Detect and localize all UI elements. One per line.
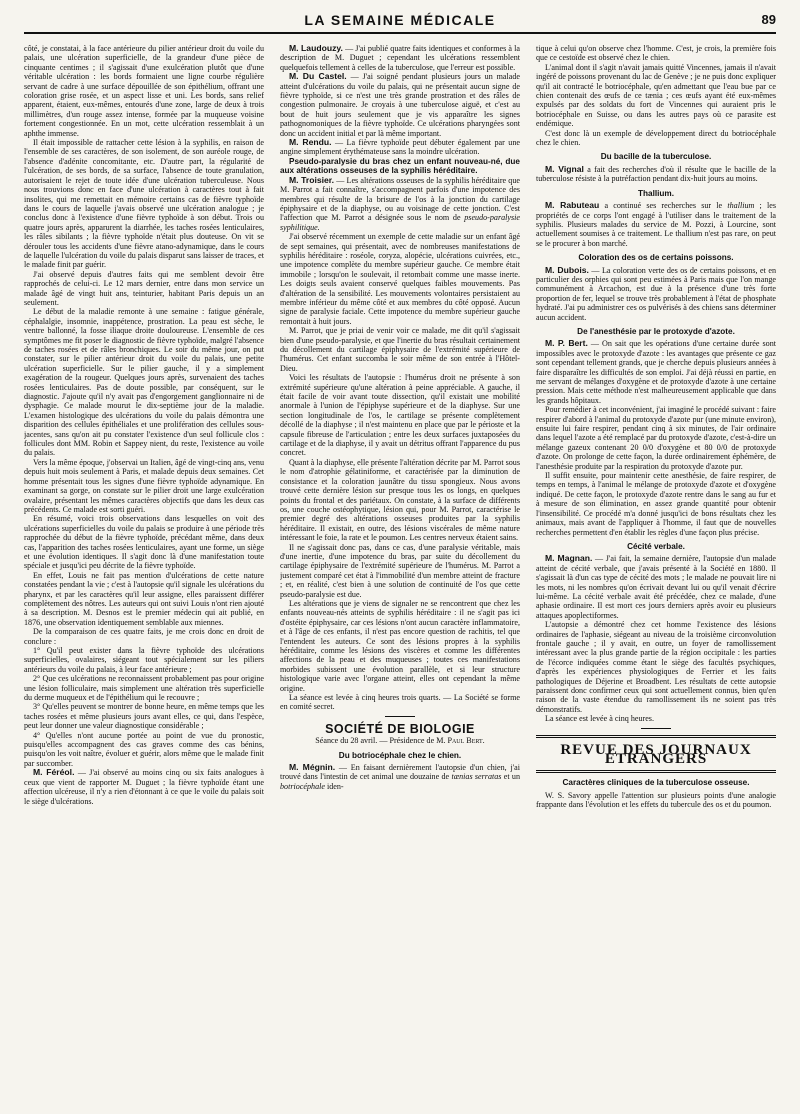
- paragraph: C'est donc là un exemple de développement direct du botriocéphale chez le chien.: [536, 128, 776, 148]
- speaker-paragraph: [280, 72, 520, 138]
- conclusion-item: 3° Qu'elles peuvent se montrer de bonne heure, en même temps que les taches rosées et même plusieurs jours avant elles, ce qui, dans l'espèce, peut leur donner une valeur diagnostique considérable ;: [24, 702, 264, 731]
- article-heading: Cécité verbale.: [627, 541, 685, 551]
- paragraph: L'animal dont il s'agit n'avait jamais quitté Vincennes, jamais il n'avait ingéré de poissons provenant du lac de Genève ; je ne puis donc expliquer qu'il ait contracté le botriocéphale, qu'en admettant que l'eau bue par ce chien contenait des œufs de ce tænia ; ces œufs ayant été eux-mêmes expulsés par des soldats du fort de Vincennes qui auraient pris le botriocéphale en Suisse, ou dans les autres pays où ce parasite est endémique.: [536, 62, 776, 129]
- paragraph: Il suffit ensuite, pour maintenir cette anesthésie, de faire respirer, de temps en temps, à l'animal le mélange de protoxyde d'azote et d'oxygène indiqué. De cette façon, le protoxyde d'azote rentre dans le sang au fur et à mesure de son élimination, en assez grande quantité pour obtenir l'insensibilité. Ce procédé m'a donné jusqu'ici de bons résultats chez les animaux, mais avant de l'appliquer à l'homme, il faut que de nouvelles recherches permettent d'en établir les règles d'une façon plus précise.: [536, 471, 776, 537]
- conclusion-item: 4° Qu'elles n'ont aucune portée au point de vue du pronostic, puisqu'elles accompagnent des cas graves comme des cas bénins, puisqu'on les voit naître, évoluer et guérir, alors même que le malade finit par succomber.: [24, 730, 264, 768]
- closing-line: La séance est levée à cinq heures trois quarts. — La Société se forme en comité secret.: [280, 693, 520, 712]
- paragraph: Pour remédier à cet inconvénient, j'ai imaginé le procédé suivant : faire respirer d'abord à l'animal du protoxyde d'azote pur (une minute environ), ensuite lui faire respirer, pendant cinq à six minutes, de l'air ordinaire dans lequel l'azote a été remplacé par du protoxyde d'azote, c'est-à-dire un mélange gazeux contenant 20 0/0 d'oxygène et 80 0/0 de protoxyde d'azote. On prolonge de cette façon, la durée ordinairement éphémère, de l'anesthésie produite par la respiration du protoxyde d'azote pur.: [536, 405, 776, 471]
- president-name: Paul Bert.: [447, 736, 485, 746]
- paragraph: Vers la même époque, j'observai un Italien, âgé de vingt-cinq ans, venu depuis huit mois seulement à Paris, et malade depuis deux semaines. Cet homme présentait tous les signes d'une fièvre typhoïde adynamique. En examinant sa gorge, on constate sur le pilier droit une large exulcération ovalaire, présentant les mêmes caractères objectifs que dans les deux cas précédents. Ce malade est sorti guéri.: [24, 457, 264, 514]
- speaker-text: a continué ses recherches sur le: [599, 201, 728, 211]
- section-rule: [536, 735, 776, 738]
- speaker-paragraph: [536, 266, 776, 322]
- running-header: [24, 10, 776, 36]
- speaker-name: M. Dubois.: [545, 264, 589, 275]
- paragraph: M. Parrot, que je priai de venir voir ce malade, me dit qu'il s'agissait bien d'une pseudo-paralysie, et que l'inertie du bras résultait certainement du décollement du cartilage épiphysaire de l'extrémité supérieure de l'humérus. Cet enfant succomba le soir même de son entrée à l'Hôtel-Dieu.: [280, 326, 520, 373]
- emphasis: tænias serratas: [451, 772, 502, 782]
- speaker-text: ; les propriétés de ce corps l'ont engagé à l'utiliser dans le traitement de la syphilis. Plusieurs malades du service de M. Pozzi, à Lourcine, sont actuellement soumises à ce traitement. Le thallium n'est pas rare, on peut se le procurer à bon marché.: [536, 201, 776, 248]
- page-number: 89: [761, 12, 776, 27]
- speaker-paragraph: [536, 165, 776, 184]
- article-heading: Du botriocéphale chez le chien.: [338, 750, 462, 760]
- speaker-paragraph: [280, 138, 520, 157]
- paragraph: Il était impossible de rattacher cette lésion à la syphilis, en raison de l'ensemble de ses caractères, de son isolement, de son auréole rouge, de l'absence d'adénite concomitante, etc. D'autre part, la régularité de l'ulcération, de ses bords, de sa surface, l'absence de toute granulation, autorisaient le rejet de toute idée d'une ulcération tuberculeuse. Nous nous trouvions donc en face d'une ulcération à caractères tout à fait insolites, qui me remettait en mémoire certains cas de fièvre typhoïde dans le cours de laquelle j'avais observé une ulcération analogue ; je conclus donc à l'existence d'une fièvre typhoïde à son début. Trois ou quatre jours après, apparurent la diarrhée, les taches rosées lenticulaires, les râles sibilants ; la fièvre typhoïde n'était plus douteuse. On vit se dérouler tous les accidents d'une fièvre atano-adynamique, dans le cours de laquelle l'ulcération du voile du palais disparut sans laisser de traces, et le malade finit par guérir.: [24, 138, 264, 270]
- speaker-text: a fait des recherches d'où il résulte que le bacille de la tuberculose résiste à la putréfaction pendant dix-huit jours au moins.: [536, 164, 776, 184]
- speaker-name: M. Féréol.: [33, 767, 75, 778]
- speaker-text: — J'ai observé au moins cinq ou six faits analogues à ceux que vient de rapporter M. Duguet ; la fièvre typhoïde étant une affection ulcéreuse, il n'y a rien d'étonnant à ce que le voile du palais soit le siège d'ulcérations.: [24, 768, 264, 806]
- header-rule: [24, 32, 776, 34]
- speaker-name: M. Magnan.: [545, 553, 593, 564]
- paragraph: Le début de la maladie remonte à une semaine : fatigue générale, céphalalgie, insomnie, inappétence, prostration. La peau est sèche, le ventre ballonné, la fosse iliaque droite douloureuse. L'ensemble de ces symptômes me fit poser le diagnostic de fièvre typhoïde, malgré l'absence de taches rosées et de râles bronchiques. Le soir du même jour, on put constater, sur le pilier antérieur droit du voile du palais, une petite ulcération superficielle. Sur le pilier gauche, il y a simplement exagération de la rougeur. Quelques jours après, survenaient des taches rosées lenticulaires. Pas de doute possible, par conséquent, sur le diagnostic. J'ajoute qu'il n'y avait pas d'engorgement ganglionnaire ni de dysphagie. Ce malade mourut le dix-septième jour de la maladie. L'examen histologique des ulcérations du voile du palais démontra une disparition des cellules épithéliales et une prolifération des cellules sous-jacentes, sans qu'on ait pu constater l'existence d'un seul follicule clos : follicules dont MM. Robin et Sappey nient, du reste, l'existence au voile du palais.: [24, 307, 264, 458]
- journal-title: LA SEMAINE MÉDICALE: [304, 12, 496, 28]
- article-heading: De l'anesthésie par le protoxyde d'azote.: [577, 326, 735, 336]
- section-rule: [536, 770, 776, 773]
- paragraph: En effet, Louis ne fait pas mention d'ulcérations de cette nature constatées pendant la vie ; c'est à l'autopsie qu'il signale les ulcérations du pharynx, et par les caractères qu'il leur assigne, elles paraissent différer complètement des nôtres. Les auteurs qui ont suivi Louis n'ont rien ajouté à sa description. M. Desnos est le premier médecin qui ait publié, en 1876, une observation identiquement semblable aux miennes.: [24, 570, 264, 627]
- column-2: [280, 44, 520, 1106]
- speaker-name: M. Laudouzy.: [289, 44, 343, 53]
- speaker-name: M. Mégnin.: [289, 762, 336, 773]
- speaker-text: — J'ai publié quatre faits identiques et conformes à la description de M. Duguet ; cependant les ulcérations ressemblent quelquefois tellement à celles de la tuberculose, que l'erreur est possible.: [280, 44, 520, 72]
- emphasis: thallium: [727, 201, 755, 211]
- speaker-text: — En faisant dernièrement l'autopsie d'un chien, j'ai trouvé dans l'intestin de cet animal une douzaine de: [280, 763, 520, 782]
- paragraph: J'ai observé récemment un exemple de cette maladie sur un enfant âgé de sept semaines, qui présentait, avec de nombreuses manifestations de syphilis héréditaire : roséole, coryza, alopécie, ulcérations cuivrées, etc., une impotence complète du membre supérieur gauche. Ce membre était immobile ; lorsqu'on le soulevait, il retombait comme une masse inerte. Les doigts seuls avaient conservé quelques faibles mouvements. Pas d'altération de la sensibilité. Les mouvements volontaires persistaient au membre inférieur du même côté et aux membres du côté opposé. Aucun signe de paralysie faciale. Cette impotence du membre supérieur gauche remontait à huit jours.: [280, 232, 520, 326]
- emphasis: botriocéphale: [280, 781, 325, 791]
- speaker-paragraph: [536, 554, 776, 620]
- section-title: REVUE DES JOURNAUX ÉTRANGERS: [560, 741, 752, 768]
- article-heading: Thallium.: [638, 188, 674, 198]
- paragraph: côté, je constatai, à la face antérieure du pilier antérieur droit du voile du palais, une ulcération superficielle, de la grandeur d'une pièce de cinquante centimes ; il s'agissait d'une exulcération plutôt que d'une véritable ulcération : les bords formaient une ligne courbe régulière servant de cadre à une surface dépouillée de son épithélium, offrant une coloration grise rosée, et un aspect lisse et uni. Les bords, sans relief apparent, étaient, eux-mêmes, entourés d'une zone, large de deux à trois millimètres, d'un rouge assez intense, formée par la muqueuse voisine fortement congestionnée. En un mot, cette ulcération ressemblait à un aphthe immense.: [24, 44, 264, 138]
- speaker-paragraph: [536, 339, 776, 405]
- paragraph: Il ne s'agissait donc pas, dans ce cas, d'une paralysie véritable, mais d'une inertie, d'une impotence du bras, par suite du décollement du cartilage épiphysaire de l'extrémité supérieure de l'humérus. M. Parrot a justement comparé cet état à l'immobilité d'un membre atteint de fracture ; et, en réalité, c'est bien à une solution de continuité de l'os que cette pseudo-paralysie est due.: [280, 542, 520, 599]
- divider: [641, 728, 671, 729]
- paragraph: Voici les résultats de l'autopsie : l'humérus droit ne présente à son extrémité supérieure qu'une altération à peine appréciable. A gauche, il était facile de voir avant toute dissection, qu'il existait une mobilité anormale à l'union de l'épiphyse supérieure et de la diaphyse. Sur une section longitudinale de l'os, le cartilage se présente complètement décollé de la diaphyse ; il n'est maintenu en place que par le périoste et la capsule fibreuse de l'articulation ; entre les deux surfaces juxtaposées du cartilage et de la diaphyse, il y avait un détritus offrant l'apparence du pus concret.: [280, 373, 520, 458]
- speaker-name: M. Troisier.: [289, 174, 335, 185]
- paragraph: Les altérations que je viens de signaler ne se rencontrent que chez les enfants nouveau-nés atteints de syphilis héréditaire : il ne s'agit pas ici d'ostéite épiphysaire, car ces lésions n'ont aucun caractère inflammatoire, et à l'âge de ces enfants, il n'est pas encore question de rachitis, tel que l'entendent les auteurs. Ce sont des lésions propres à la syphilis héréditaire, comme les lésions des viscères et comme les différentes affections de la peau et des muqueuses ; toutes ces manifestations morbides subissent une évolution parallèle, et si leur structure histologique varie avec l'organe atteint, elles ont cependant la même origine.: [280, 598, 520, 693]
- paragraph: De la comparaison de ces quatre faits, je me crois donc en droit de conclure :: [24, 627, 264, 646]
- paragraph: En résumé, voici trois observations dans lesquelles on voit des ulcérations superficielles du voile du palais se produire à une période très rapprochée du début de la fièvre typhoïde, précédant même, dans deux cas, l'apparition des taches rosées lenticulaires, ayant une forme, un siège et une évolution identiques. Il s'agit donc là d'une manifestation toute spéciale et jusqu'ici peu décrite de la fièvre typhoïde.: [24, 514, 264, 571]
- speaker-name: M. Rabuteau: [545, 200, 600, 211]
- paragraph: L'autopsie a démontré chez cet homme l'existence des lésions ordinaires de l'aphasie, siégeant au niveau de la troisième circonvolution frontale gauche ; il y avait, en outre, un foyer de ramollissement intéressant avec la plus grande partie de la région occipitale : les parties de l'écorce indiquées comme étant le siège des facultés psychiques, d'après les expériences physiologiques de Ferrier et les faits pathologiques de Déjerine et Broadbent. Les résultats de cette autopsie paraissent donc confirmer ceux qui sont actuellement connus, bien qu'en raison de la vaste étendue du ramollissement ils ne soient pas très démonstratifs.: [536, 620, 776, 714]
- speaker-paragraph: [24, 768, 264, 806]
- speaker-name: M. Vignal: [545, 163, 584, 174]
- article-heading: Pseudo-paralysie du bras chez un enfant nouveau-né, due aux altérations osseuses de la syphilis héréditaire.: [280, 156, 520, 176]
- speaker-text: et un: [501, 772, 520, 782]
- article-heading: Coloration des os de certains poissons.: [578, 253, 734, 263]
- speaker-text: — On sait que les opérations d'une certaine durée sont impossibles avec le protoxyde d'azote : les avantages que présente ce gaz sont cependant tellement grands, que je cherche depuis plusieurs années à faire disparaître les difficultés de son emploi. J'ai déjà réussi en partie, en me servant de mélanges d'oxygène et de protoxyde d'azote à une certaine pression. Mais cette méthode n'est malheureusement applicable que dans les grands hôpitaux.: [536, 339, 776, 405]
- column-3: [536, 44, 776, 1106]
- speaker-paragraph: [536, 201, 776, 248]
- section-title: SOCIÉTÉ DE BIOLOGIE: [325, 721, 475, 736]
- paragraph: W. S. Savory appelle l'attention sur plusieurs points d'une analogie frappante dans l'évolution et les effets du tubercule des os et du poumon.: [536, 790, 776, 810]
- divider: [385, 716, 415, 717]
- speaker-name: M. Rendu.: [289, 137, 332, 148]
- conclusion-item: 1° Qu'il peut exister dans la fièvre typhoïde des ulcérations superficielles, ovalaires, siégeant tout spécialement sur les piliers antérieurs du voile du palais, à leur face antérieure ;: [24, 646, 264, 674]
- paragraph: tique à celui qu'on observe chez l'homme. C'est, je crois, la première fois que ce cestoïde est observé chez le chien.: [536, 44, 776, 63]
- paragraph: J'ai observé depuis d'autres faits qui me semblent devoir être rapprochés de celui-ci. Le 12 mars dernier, entre dans mon service un malade âgé de vingt huit ans, teinturier, habitant Paris depuis un an seulement.: [24, 269, 264, 307]
- speaker-text: — J'ai soigné pendant plusieurs jours un malade atteint d'ulcérations du voile du palais, qui ne présentait aucun signe de fièvre typhoïde, si ce n'est une très grande prostration et des râles de congestion pulmonaire. Je croyais à une tuberculose aiguë, et c'est au bout de huit jours seulement que je vis apparaître les signes pathognomoniques de la fièvre typhoïde. Ce ulcérations pharyngées sont donc un accident initial et par là même important.: [280, 72, 520, 138]
- closing-line: La séance est levée à cinq heures.: [545, 714, 654, 724]
- speaker-text: — La fièvre typhoïde peut débuter également par une angine simplement érythémateuse sans la moindre ulcération.: [280, 138, 520, 157]
- speaker-text: iden-: [324, 781, 344, 791]
- speaker-name: M. P. Bert.: [545, 338, 588, 349]
- paragraph: Quant à la diaphyse, elle présente l'altération décrite par M. Parrot sous le nom d'atrophie gélatiniforme, et caractérisée par la diminution de consistance et la coloration jaunâtre du tissu spongieux. Nous avons trouvé cette dernière lésion sur presque tous les os longs, en quelques points du frontal et des pariétaux. On constate, à la surface de différents os, une couche ostéophytique, lésion qui, pour M. Parrot, caractérise le premier degré des altérations osseuses produites par la syphilis héréditaire. Il existait, en outre, des lésions viscérales de même nature intéressant le foie, la rate et le poumon. Les centres nerveux étaient sains.: [280, 457, 520, 543]
- article-heading: Du bacille de la tuberculose.: [600, 152, 712, 162]
- speaker-text: — La coloration verte des os de certains poissons, et en particulier des orphies qui sont peu estimées à Paris mais que l'on mange communément à Arcachon, est due à la présence d'une très forte proportion de fer, lequel se trouve très probablement à l'état de phosphate hydraté. J'ai pu administrer ces os pulvérisés à des chiens sans déterminer aucun accident.: [536, 265, 776, 322]
- speaker-paragraph: [280, 44, 520, 72]
- column-1: [24, 44, 264, 1106]
- speaker-text: — J'ai fait, la semaine dernière, l'autopsie d'un malade atteint de cécité verbale, que j'avais présenté à la Société en 1880. Il s'agissait là d'un cas type de cécité des mots ; le malade ne pouvait lire ni les mots, ni les nombres qu'on écrivait devant lui ou qu'il venait d'écrire lui-même. La cécité verbale avait été précédée, chez ce malade, d'une aphasie ordinaire. Il est mort ces jours derniers après avoir eu plusieurs attaques apoplectiformes.: [536, 554, 776, 620]
- speaker-paragraph: [280, 176, 520, 232]
- speaker-name: M. Du Castel.: [289, 71, 347, 82]
- article-heading: Caractères cliniques de la tuberculose osseuse.: [562, 778, 750, 788]
- speaker-paragraph: [280, 763, 520, 791]
- speaker-text: — Les altérations osseuses de la syphilis héréditaire que M. Parrot a fait connaître, s'accompagnent parfois d'une impotence des membres qui résulte de la brisure de l'os à la jonction du cartilage épiphysaire et de la diaphyse, ou au voisinage de cette jonction. C'est l'affection que M. Parrot a désignée sous le nom de: [280, 175, 520, 223]
- emphasis: pseudo-paralysie syphilitique.: [280, 213, 520, 232]
- conclusion-item: 2° Que ces ulcérations ne reconnaissent probablement pas pour origine une lésion folliculaire, mais simplement une altération très superficielle du derme muqueux et de l'épithélium qui le recouvre ;: [24, 674, 264, 703]
- dateline-text: Séance du 28 avril. — Présidence de M.: [315, 736, 448, 746]
- session-dateline: [280, 736, 520, 745]
